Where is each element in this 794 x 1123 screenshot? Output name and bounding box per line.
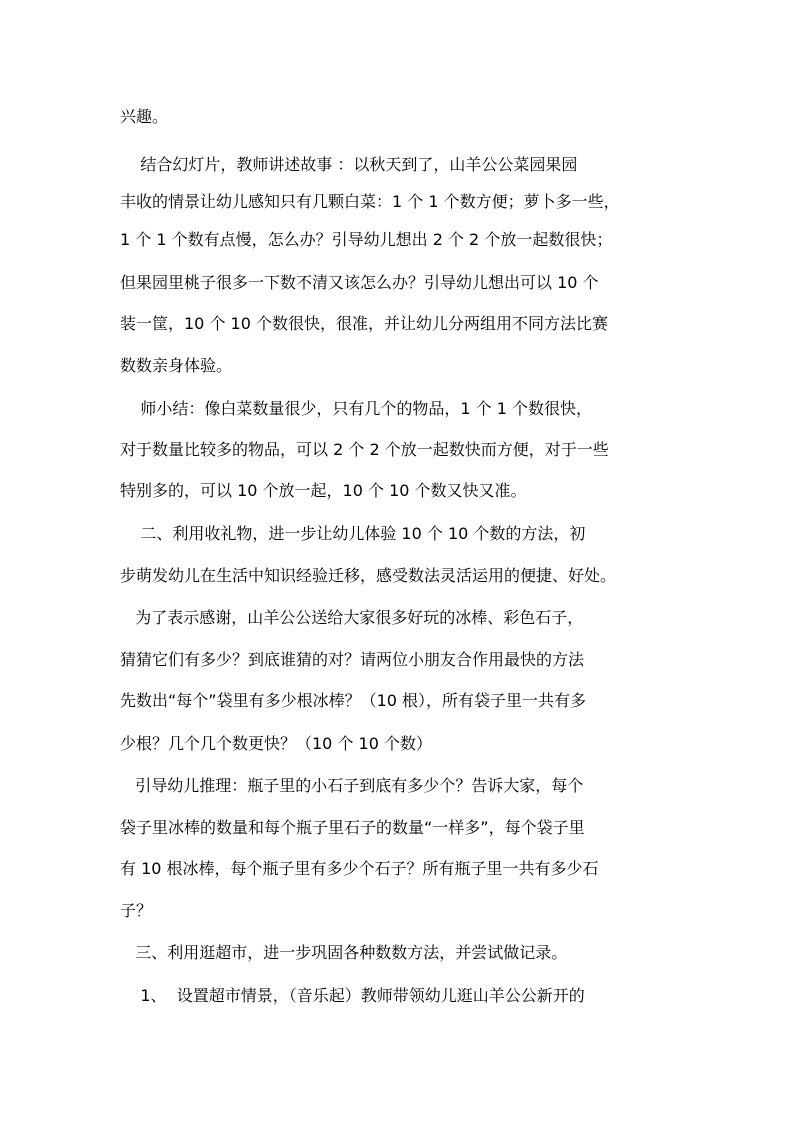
text-line-18: 袋子里冰棒的数量和每个瓶子里石子的数量“一样多”，每个袋子里 (120, 818, 585, 837)
text-line-6: 装一筐，10 个 10 个数很快，很准，并让幼儿分两组用不同方法比赛 (120, 314, 608, 333)
text-line-7: 数数亲身体验。 (120, 356, 233, 375)
text-line-22: 1、 设置超市情景，（音乐起）教师带领幼儿逛山羊公公新开的 (120, 986, 585, 1005)
text-line-4: 1 个 1 个数有点慢，怎么办？引导幼儿想出 2 个 2 个放一起数很快； (120, 230, 613, 249)
text-line-20: 子？ (120, 901, 153, 920)
text-line-15: 先数出“每个”袋里有多少根冰棒？（10 根），所有袋子里一共有多 (120, 691, 587, 710)
text-line-12: 步萌发幼儿在生活中知识经验迁移，感受数法灵活运用的便捷、好处。 (120, 566, 617, 585)
text-line-2: 结合幻灯片，教师讲述故事 ：以秋天到了，山羊公公菜园果园 (120, 155, 578, 174)
text-line-8: 师小结：像白菜数量很少，只有几个的物品，1 个 1 个数很快， (120, 399, 592, 418)
text-line-10: 特别多的，可以 10 个放一起，10 个 10 个数又快又准。 (120, 481, 527, 500)
text-line-16: 少根？几个几个数更快？（10 个 10 个数） (120, 734, 432, 753)
text-line-3: 丰收的情景让幼儿感知只有几颗白菜：1 个 1 个数方便；萝卜多一些， (120, 192, 620, 211)
text-line-14: 猜猜它们有多少？到底谁猜的对？请两位小朋友合作用最快的方法 (120, 650, 585, 669)
text-line-1: 兴趣。 (120, 107, 169, 126)
text-line-9: 对于数量比较多的物品，可以 2 个 2 个放一起数快而方便，对于一些 (120, 440, 609, 459)
text-line-19: 有 10 根冰棒，每个瓶子里有多少个石子？所有瓶子里一共有多少石 (120, 859, 599, 878)
text-line-5: 但果园里桃子很多一下数不清又该怎么办？引导幼儿想出可以 10 个 (120, 273, 599, 292)
text-line-17: 引导幼儿推理：瓶子里的小石子到底有多少个？告诉大家，每个 (120, 776, 584, 795)
text-line-13: 为了表示感谢，山羊公公送给大家很多好玩的冰棒、彩色石子， (120, 608, 584, 627)
text-line-21: 三、利用逛超市，进一步巩固各种数数方法，并尝试做记录。 (120, 943, 568, 962)
text-line-11: 二、利用收礼物，进一步让幼儿体验 10 个 10 个数的方法，初 (120, 524, 586, 543)
